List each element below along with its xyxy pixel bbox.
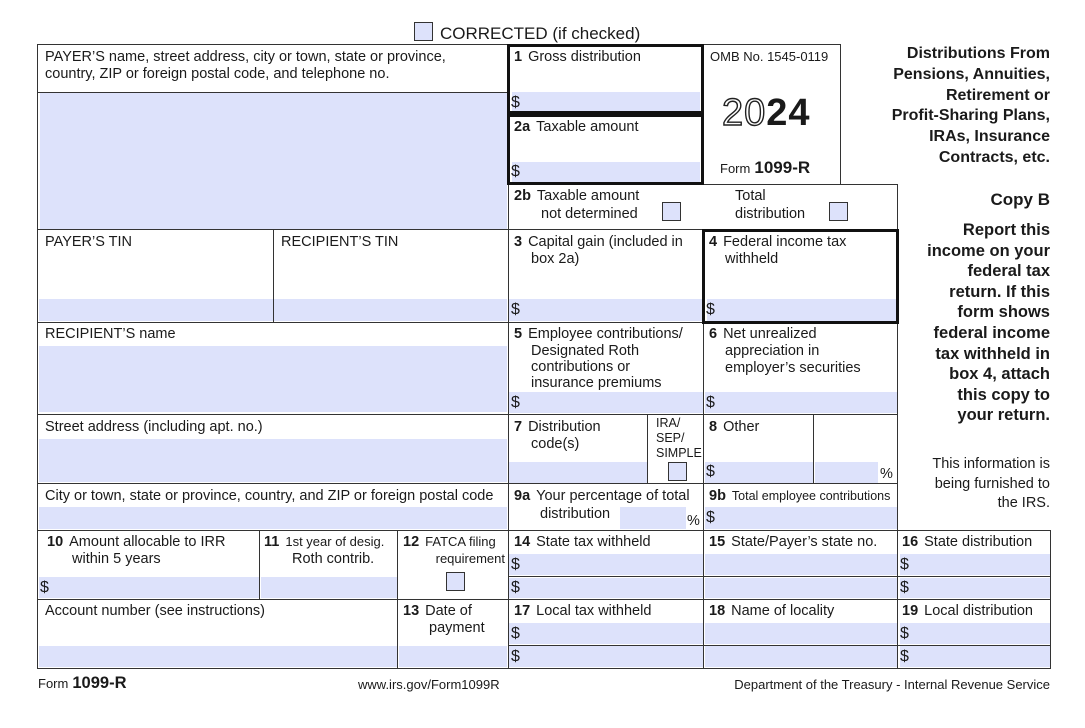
local-tax-1-field[interactable]: [509, 623, 703, 644]
box-11-label: 11 1st year of desig.: [264, 534, 385, 550]
form-number-header: Form 1099-R: [720, 158, 811, 177]
account-number-field[interactable]: [39, 646, 397, 667]
distribution-code-field[interactable]: [509, 462, 647, 483]
recipient-name-field[interactable]: [39, 346, 507, 412]
box-4-label-2: withheld: [725, 251, 779, 267]
box-9a-label: 9a Your percentage of total: [514, 488, 690, 504]
first-year-roth-field[interactable]: [261, 577, 397, 598]
dollar-sign: $: [900, 648, 909, 665]
corrected-checkbox[interactable]: [414, 22, 433, 41]
locality-2-field[interactable]: [705, 646, 898, 667]
recipient-name-label: RECIPIENT’S name: [45, 326, 176, 342]
total-distribution-label-2: distribution: [735, 206, 806, 222]
box-6-label-3: employer’s securities: [725, 360, 861, 376]
box-5-label: 5 Employee contributions/: [514, 326, 683, 342]
ira-sep-simple-checkbox[interactable]: [668, 462, 687, 481]
box-4-label: 4 Federal income tax: [709, 234, 847, 250]
box-13-label-2: payment: [429, 620, 485, 636]
account-number-label: Account number (see instructions): [45, 603, 266, 619]
dollar-sign: $: [511, 625, 520, 642]
box-5-label-4: insurance premiums: [531, 375, 662, 391]
box-9b-num: 9b: [709, 488, 726, 504]
box-9b-label: Total employee contributions: [731, 489, 891, 503]
local-dist-1-field[interactable]: [900, 623, 1050, 644]
tax-year: 2024: [722, 92, 811, 134]
employee-contributions-field[interactable]: [509, 392, 703, 413]
footer-form-number: Form 1099-R: [38, 674, 127, 692]
form-title: Distributions From Pensions, Annuities, Retirement or Profit-Sharing Plans, IRAs, Insurance Contracts, etc.: [891, 45, 1050, 166]
payer-tin-field[interactable]: [39, 299, 273, 321]
ira-sep-simple-label: IRA/ SEP/ SIMPLE: [656, 416, 702, 460]
box-18-label: 18 Name of locality: [709, 603, 835, 619]
dollar-sign: $: [706, 301, 715, 318]
street-address-label: Street address (including apt. no.): [45, 419, 263, 435]
box-12-label: 12 FATCA filing: [403, 534, 496, 550]
local-dist-2-field[interactable]: [900, 646, 1050, 667]
dollar-sign: $: [706, 509, 715, 526]
omb-number: OMB No. 1545-0119: [710, 49, 829, 64]
box-2a-label: 2a Taxable amount: [514, 119, 639, 135]
dollar-sign: $: [900, 556, 909, 573]
box-8-label: 8 Other: [709, 419, 760, 435]
box-7-label-2: code(s): [531, 436, 580, 452]
state-dist-2-field[interactable]: [900, 578, 1050, 598]
local-tax-2-field[interactable]: [509, 646, 703, 667]
box-14-label: 14 State tax withheld: [514, 534, 651, 550]
box-5-label-2: Designated Roth: [531, 343, 640, 359]
dollar-sign: $: [900, 579, 909, 596]
dollar-sign: $: [511, 301, 520, 318]
net-unrealized-field[interactable]: [705, 392, 898, 413]
city-label: City or town, state or province, country, and ZIP or foreign postal code: [45, 488, 494, 504]
dollar-sign: $: [511, 394, 520, 411]
other-percent-field[interactable]: [815, 462, 878, 483]
footer-url[interactable]: www.irs.gov/Form1099R: [358, 677, 500, 692]
box-17-label: 17 Local tax withheld: [514, 603, 652, 619]
box-9a-label-2: distribution: [540, 506, 611, 522]
fatca-checkbox[interactable]: [446, 572, 465, 591]
state-no-2-field[interactable]: [705, 578, 898, 598]
date-of-payment-field[interactable]: [399, 646, 507, 667]
box-5-label-3: contributions or: [531, 359, 631, 375]
box-16-label: 16 State distribution: [902, 534, 1033, 550]
recipient-tin-field[interactable]: [274, 299, 507, 321]
payer-name-label-1: PAYER’S name, street address, city or town, state or province,: [45, 49, 446, 65]
box-3-label-2: box 2a): [531, 251, 580, 267]
box-10-label-2: within 5 years: [72, 551, 161, 567]
city-field[interactable]: [39, 507, 507, 529]
capital-gain-field[interactable]: [509, 299, 703, 321]
box-15-label: 15 State/Payer’s state no.: [709, 534, 878, 550]
box-6-label-2: appreciation in: [725, 343, 820, 359]
payer-name-field[interactable]: [40, 92, 507, 229]
copy-b-title: Copy B: [990, 190, 1050, 209]
box-2b-label-2: not determined: [541, 206, 638, 222]
copy-b-instructions: Report this income on your federal tax return. If this form shows federal income tax withheld in box 4, attach this copy to your return.: [927, 221, 1050, 425]
percent-sign: %: [880, 466, 893, 482]
total-employee-contrib-field[interactable]: [705, 507, 898, 529]
box-7-label: 7 Distribution: [514, 419, 601, 435]
recipient-tin-label: RECIPIENT’S TIN: [281, 234, 399, 250]
total-distribution-label-1: Total: [735, 188, 766, 204]
amount-allocable-field[interactable]: [39, 577, 259, 598]
state-no-1-field[interactable]: [705, 554, 898, 575]
dollar-sign: $: [511, 556, 520, 573]
box-1-label: 1 Gross distribution: [514, 49, 641, 65]
dollar-sign: $: [706, 463, 715, 480]
footer-department: Department of the Treasury - Internal Revenue Service: [734, 677, 1050, 692]
box-19-label: 19 Local distribution: [902, 603, 1033, 619]
dollar-sign: $: [900, 625, 909, 642]
corrected-label: CORRECTED (if checked): [440, 24, 641, 43]
percent-sign: %: [687, 513, 700, 529]
dollar-sign: $: [706, 394, 715, 411]
box-6-label: 6 Net unrealized: [709, 326, 817, 342]
box-12-label-2: requirement: [435, 551, 505, 566]
street-address-field[interactable]: [39, 439, 507, 482]
dollar-sign: $: [511, 94, 520, 111]
dollar-sign: $: [40, 579, 49, 596]
box-13-label: 13 Date of: [403, 603, 472, 619]
state-tax-2-field[interactable]: [509, 578, 703, 598]
payer-name-label-2: country, ZIP or foreign postal code, and telephone no.: [45, 66, 390, 82]
dollar-sign: $: [511, 163, 520, 180]
state-tax-1-field[interactable]: [509, 554, 703, 575]
total-distribution-checkbox[interactable]: [829, 202, 848, 221]
other-amount-field[interactable]: [705, 462, 813, 483]
percentage-field[interactable]: [620, 507, 686, 529]
irs-info-note: This information is being furnished to the IRS.: [932, 456, 1050, 511]
taxable-not-determined-checkbox[interactable]: [662, 202, 681, 221]
box-1-num: 1: [514, 49, 523, 65]
dollar-sign: $: [511, 648, 520, 665]
locality-1-field[interactable]: [705, 623, 898, 644]
box-10-label: 10 Amount allocable to IRR: [47, 534, 226, 550]
state-dist-1-field[interactable]: [900, 554, 1050, 575]
box-3-label: 3 Capital gain (included in: [514, 234, 683, 250]
box-11-label-2: Roth contrib.: [292, 551, 375, 567]
box-2b-label: 2b Taxable amount: [514, 188, 640, 204]
dollar-sign: $: [511, 579, 520, 596]
payer-tin-label: PAYER’S TIN: [45, 234, 133, 250]
